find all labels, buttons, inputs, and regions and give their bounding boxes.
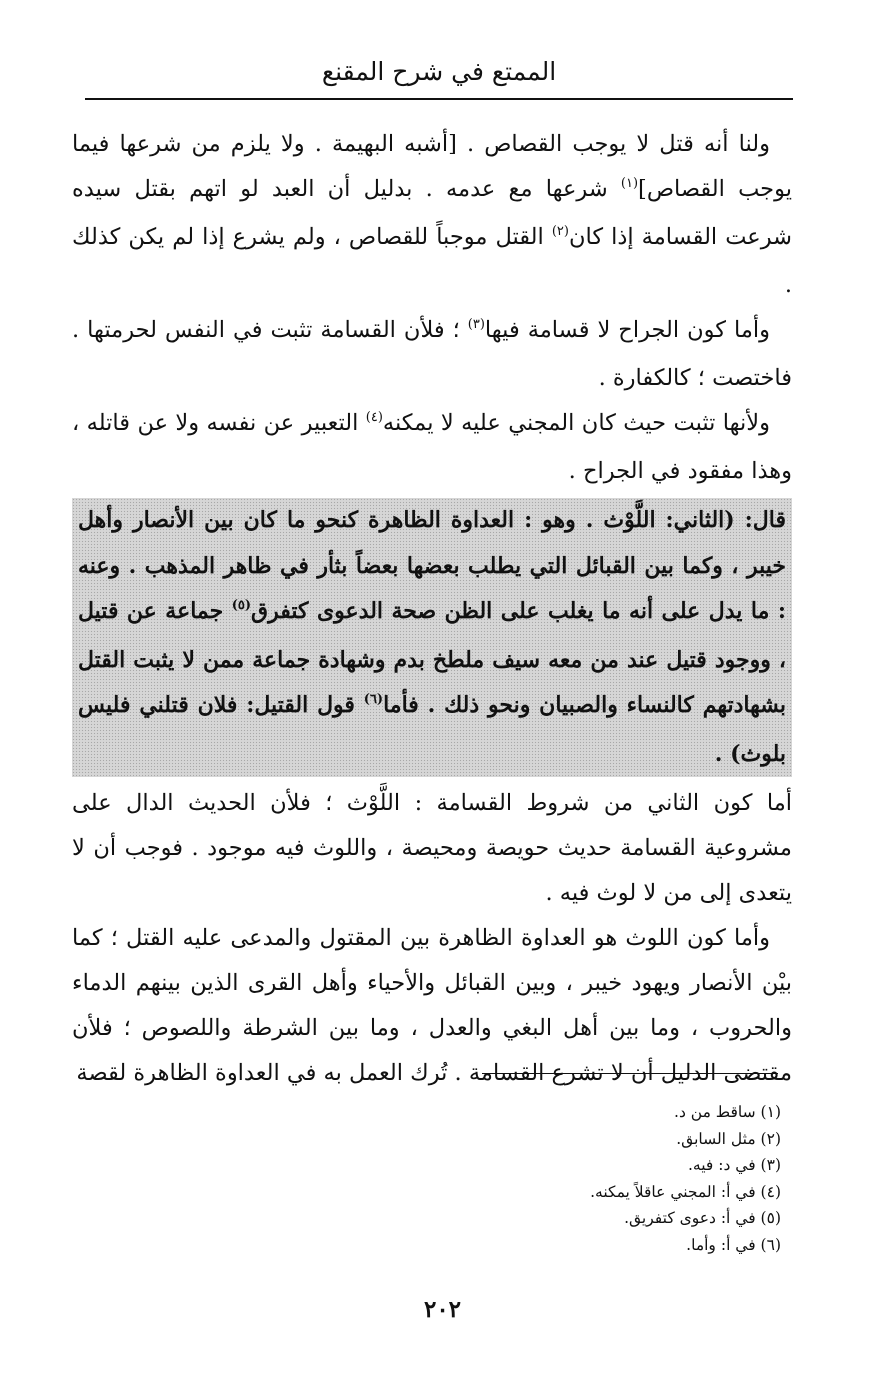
- paragraph-1-part-c: القتل موجباً للقصاص ، ولم يشرع إذا لم يكن كذلك .: [72, 224, 792, 298]
- paragraph-3: [72, 401, 792, 494]
- header-rule: [85, 98, 793, 100]
- paragraph-1-part-b: شرعها مع عدمه . بدليل أن العبد لو اتهم بقتل سيده شرعت القسامة إذا كان: [72, 176, 792, 250]
- running-header: الممتع في شرح المقنع: [321, 57, 557, 86]
- footnote-4: (٤) في أ: المجني عاقلاً يمكنه.: [590, 1182, 781, 1201]
- footnote-ref-4[interactable]: (٤): [365, 410, 383, 425]
- footnote-ref-2[interactable]: (٢): [551, 224, 569, 239]
- paragraph-2-part-b: ؛ فلأن القسامة تثبت في النفس لحرمتها . فاختصت ؛ كالكفارة .: [72, 317, 792, 391]
- paragraph-3-part-a: ولأنها تثبت حيث كان المجني عليه لا يمكنه: [382, 410, 770, 436]
- footnote-ref-1[interactable]: (١): [620, 176, 639, 191]
- footnote-5: (٥) في أ: دعوى كتفريق.: [624, 1209, 781, 1227]
- footnote-ref-3[interactable]: (٣): [467, 317, 485, 332]
- matn-part-b: جماعة عن قتيل ، ووجود قتيل عند من معه سيف ملطخ بدم وشهادة جماعة ممن لا يثبت القتل بشهادتهم كالنساء والصبيان ونحو ذلك . فأما: [78, 598, 786, 718]
- footnote-2: (٢) مثل السابق.: [676, 1129, 781, 1148]
- paragraph-2: [72, 308, 792, 401]
- page-number: ٢٠٢: [423, 1296, 462, 1323]
- paragraph-1-part-a: ولنا أنه قتل لا يوجب القصاص . [أشبه البهيمة . ولا يلزم من شرعها فيما يوجب القصاص]: [72, 131, 792, 202]
- main-text: [72, 122, 792, 1096]
- paragraph-5: وأما كون اللوث هو العداوة الظاهرة بين المقتول والمدعى عليه القتل ؛ كما بيْن الأنصار ويهود خيبر ، وبين القبائل والأحياء وأهل القرى الذين بينهم الدماء والحروب ، وما بين أهل البغي والعدل ، وما بين الشرطة واللصوص ؛ فلأن مقتضى الدليل أن لا تشرع القسامة . تُرك العمل به في العداوة الظاهرة لقصة: [72, 925, 792, 1086]
- paragraph-1: [72, 122, 792, 308]
- footnote-3: (٣) في د: فيه.: [688, 1156, 781, 1174]
- matn-block: [72, 498, 792, 777]
- matn-part-a: قال: (الثاني: اللَّوْث . وهو : العداوة الظاهرة كنحو ما كان بين الأنصار وأهل خيبر ، وكما بين القبائل التي يطلب بعضها بعضاً بثأر في ظاهر المذهب . وعنه : ما يدل على أنه ما يغلب على الظن صحة الدعوى كتفرق: [78, 507, 786, 624]
- matn-part-c: قول القتيل: فلان قتلني فليس بلوث) .: [78, 692, 786, 767]
- footnote-6: (٦) في أ: وأما.: [686, 1235, 781, 1254]
- paragraph-3-part-b: التعبير عن نفسه ولا عن قاتله ، وهذا مفقود في الجراح .: [72, 410, 792, 484]
- paragraph-2-part-a: وأما كون الجراح لا قسامة فيها: [484, 317, 771, 343]
- footnote-separator: [482, 1073, 778, 1074]
- paragraph-4: أما كون الثاني من شروط القسامة : اللَّوْث ؛ فلأن الحديث الدال على مشروعية القسامة حديث حويصة ومحيصة ، واللوث فيه موجود . فوجب أن لا يتعدى إلى من لا لوث فيه .: [72, 790, 792, 906]
- footnote-ref-5[interactable]: (٥): [231, 598, 252, 613]
- footnote-1: (١) ساقط من د.: [674, 1103, 781, 1121]
- footnotes-list: [381, 1099, 781, 1258]
- footnote-ref-6[interactable]: (٦): [363, 692, 384, 707]
